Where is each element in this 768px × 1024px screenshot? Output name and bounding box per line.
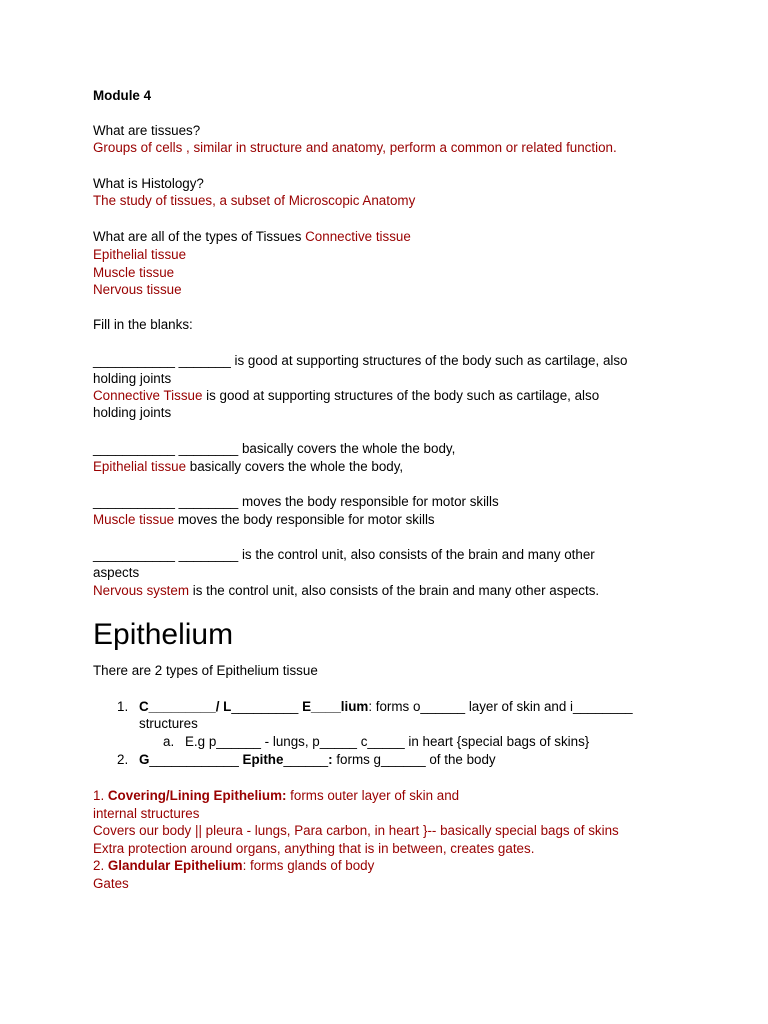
filled-epithelial-term: Epithelial tissue (93, 459, 187, 474)
filled-epithelial (93, 458, 403, 476)
blank-nervous-line2: aspects (93, 565, 140, 580)
answer-covering-line4: Extra protection around organs, anything that is in between, creates gates. (93, 841, 535, 856)
filled-connective-line2: holding joints (93, 405, 172, 420)
answer-glandular-term: Glandular Epithelium (107, 858, 243, 873)
blank-connective-line1: ___________ _______ is good at supporting structures of the body such as cartilage, also (93, 353, 628, 368)
list-item-1-text-b: : forms o______ layer of skin and i________ (368, 699, 633, 714)
list-item-1 (139, 698, 633, 716)
epithelium-heading: Epithelium (93, 618, 234, 651)
filled-nervous-term: Nervous system (93, 583, 189, 598)
question-tissue-types-text: What are all of the types of Tissues (93, 229, 306, 244)
sub-item-a-letter: a. (163, 734, 175, 749)
answer-muscle: Muscle tissue (93, 265, 175, 280)
list-item-1-bold-a: C_________/ L (139, 699, 232, 714)
answer-covering-term: Covering/Lining Epithelium: (107, 788, 287, 803)
answer-glandular-line1 (93, 857, 374, 875)
answer-covering-number: 1. (93, 788, 108, 803)
list-item-1-number: 1. (117, 699, 129, 714)
list-item-2-bold-b: Epithe (242, 752, 284, 767)
list-item-2-text-b: ______ (283, 752, 329, 767)
filled-muscle-rest: moves the body responsible for motor skills (174, 512, 435, 527)
answer-covering-line2: internal structures (93, 806, 200, 821)
answer-covering-line3: Covers our body || pleura - lungs, Para carbon, in heart }-- basically special bags of skins (93, 823, 619, 838)
list-item-1-line2: structures (139, 716, 198, 731)
filled-connective-line1 (93, 387, 599, 405)
answer-glandular-number: 2. (93, 858, 108, 873)
list-item-1-text-a: _________ (231, 699, 303, 714)
answer-glandular-line2: Gates (93, 876, 129, 891)
question-tissue-types (93, 228, 411, 246)
list-item-2 (139, 751, 496, 769)
list-item-2-text-a: ____________ (149, 752, 243, 767)
filled-nervous (93, 582, 599, 600)
list-item-2-bold-a: G (139, 752, 150, 767)
filled-muscle-term: Muscle tissue (93, 512, 175, 527)
answer-nervous: Nervous tissue (93, 282, 182, 297)
answer-connective: Connective tissue (305, 229, 411, 244)
answer-covering-line1 (93, 787, 459, 805)
answer-histology: The study of tissues, a subset of Microscopic Anatomy (93, 193, 416, 208)
filled-nervous-rest: is the control unit, also consists of the brain and many other aspects. (189, 583, 600, 598)
question-histology: What is Histology? (93, 176, 204, 191)
blank-epithelial: ___________ ________ basically covers the whole the body, (93, 441, 456, 456)
sub-item-a: E.g p______ - lungs, p_____ c_____ in heart {special bags of skins} (185, 734, 590, 749)
filled-connective-term: Connective Tissue (93, 388, 203, 403)
blank-nervous-line1: ___________ ________ is the control unit, also consists of the brain and many other (93, 547, 595, 562)
list-item-2-text-c: forms g______ of the body (332, 752, 496, 767)
list-item-2-number: 2. (117, 752, 129, 767)
fill-blanks-title: Fill in the blanks: (93, 317, 193, 332)
filled-connective-rest: is good at supporting structures of the body such as cartilage, also (202, 388, 600, 403)
answer-epithelial: Epithelial tissue (93, 247, 187, 262)
blank-connective-line2: holding joints (93, 371, 172, 386)
question-tissues: What are tissues? (93, 123, 201, 138)
filled-epithelial-rest: basically covers the whole the body, (186, 459, 404, 474)
epithelium-intro: There are 2 types of Epithelium tissue (93, 663, 318, 678)
blank-muscle: ___________ ________ moves the body responsible for motor skills (93, 494, 499, 509)
module-title: Module 4 (93, 88, 152, 103)
answer-glandular-rest: : forms glands of body (242, 858, 375, 873)
answer-covering-rest: forms outer layer of skin and (286, 788, 460, 803)
list-item-1-bold-b: E____lium (302, 699, 369, 714)
answer-tissues: Groups of cells , similar in structure and anatomy, perform a common or related function. (93, 140, 617, 155)
filled-muscle (93, 511, 435, 529)
list-item-2-bold-c: : (328, 752, 333, 767)
